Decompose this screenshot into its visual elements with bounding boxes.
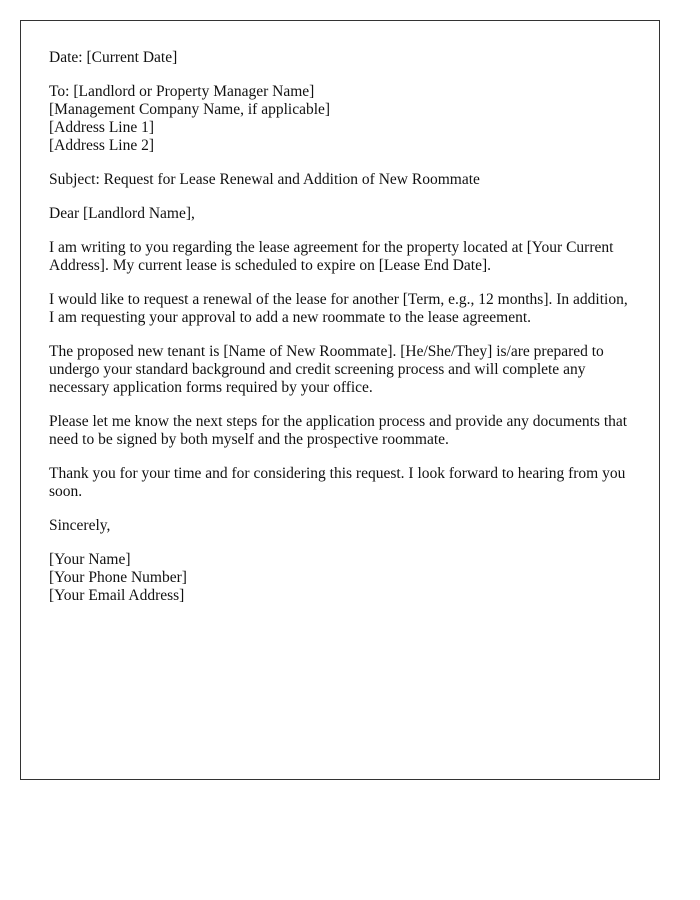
recipient-company: [Management Company Name, if applicable] xyxy=(49,101,331,118)
signature-name: [Your Name] xyxy=(49,551,131,568)
letter-salutation: Dear [Landlord Name], xyxy=(49,205,195,222)
body-paragraph-new-tenant: The proposed new tenant is [Name of New Roommate]. [He/She/They] is/are prepared to undergo your standard background and credit screening process and will complete any necessary application forms required by your office. xyxy=(49,343,604,396)
body-paragraph-intro: I am writing to you regarding the lease agreement for the property located at [Your Current Address]. My current lease is scheduled to expire on [Lease End Date]. xyxy=(49,239,614,274)
body-paragraph-next-steps: Please let me know the next steps for the application process and provide any documents that need to be signed by both myself and the prospective roommate. xyxy=(49,413,628,448)
recipient-to: To: [Landlord or Property Manager Name] xyxy=(49,83,315,100)
signature-email: [Your Email Address] xyxy=(49,587,185,604)
signature-phone: [Your Phone Number] xyxy=(49,569,187,586)
letter-closing: Sincerely, xyxy=(49,517,111,534)
signature-block xyxy=(49,551,631,605)
recipient-address-line-1: [Address Line 1] xyxy=(49,119,155,136)
body-paragraph-renewal-request: I would like to request a renewal of the lease for another [Term, e.g., 12 months]. In addition, I am requesting your approval to add a new roommate to the lease agreement. xyxy=(49,291,628,326)
recipient-block xyxy=(49,83,631,155)
body-paragraph-thanks: Thank you for your time and for considering this request. I look forward to hearing from you soon. xyxy=(49,465,626,500)
recipient-address-line-2: [Address Line 2] xyxy=(49,137,155,154)
letter-document xyxy=(20,20,660,780)
letter-date: Date: [Current Date] xyxy=(49,49,178,66)
letter-subject: Subject: Request for Lease Renewal and Addition of New Roommate xyxy=(49,171,480,188)
